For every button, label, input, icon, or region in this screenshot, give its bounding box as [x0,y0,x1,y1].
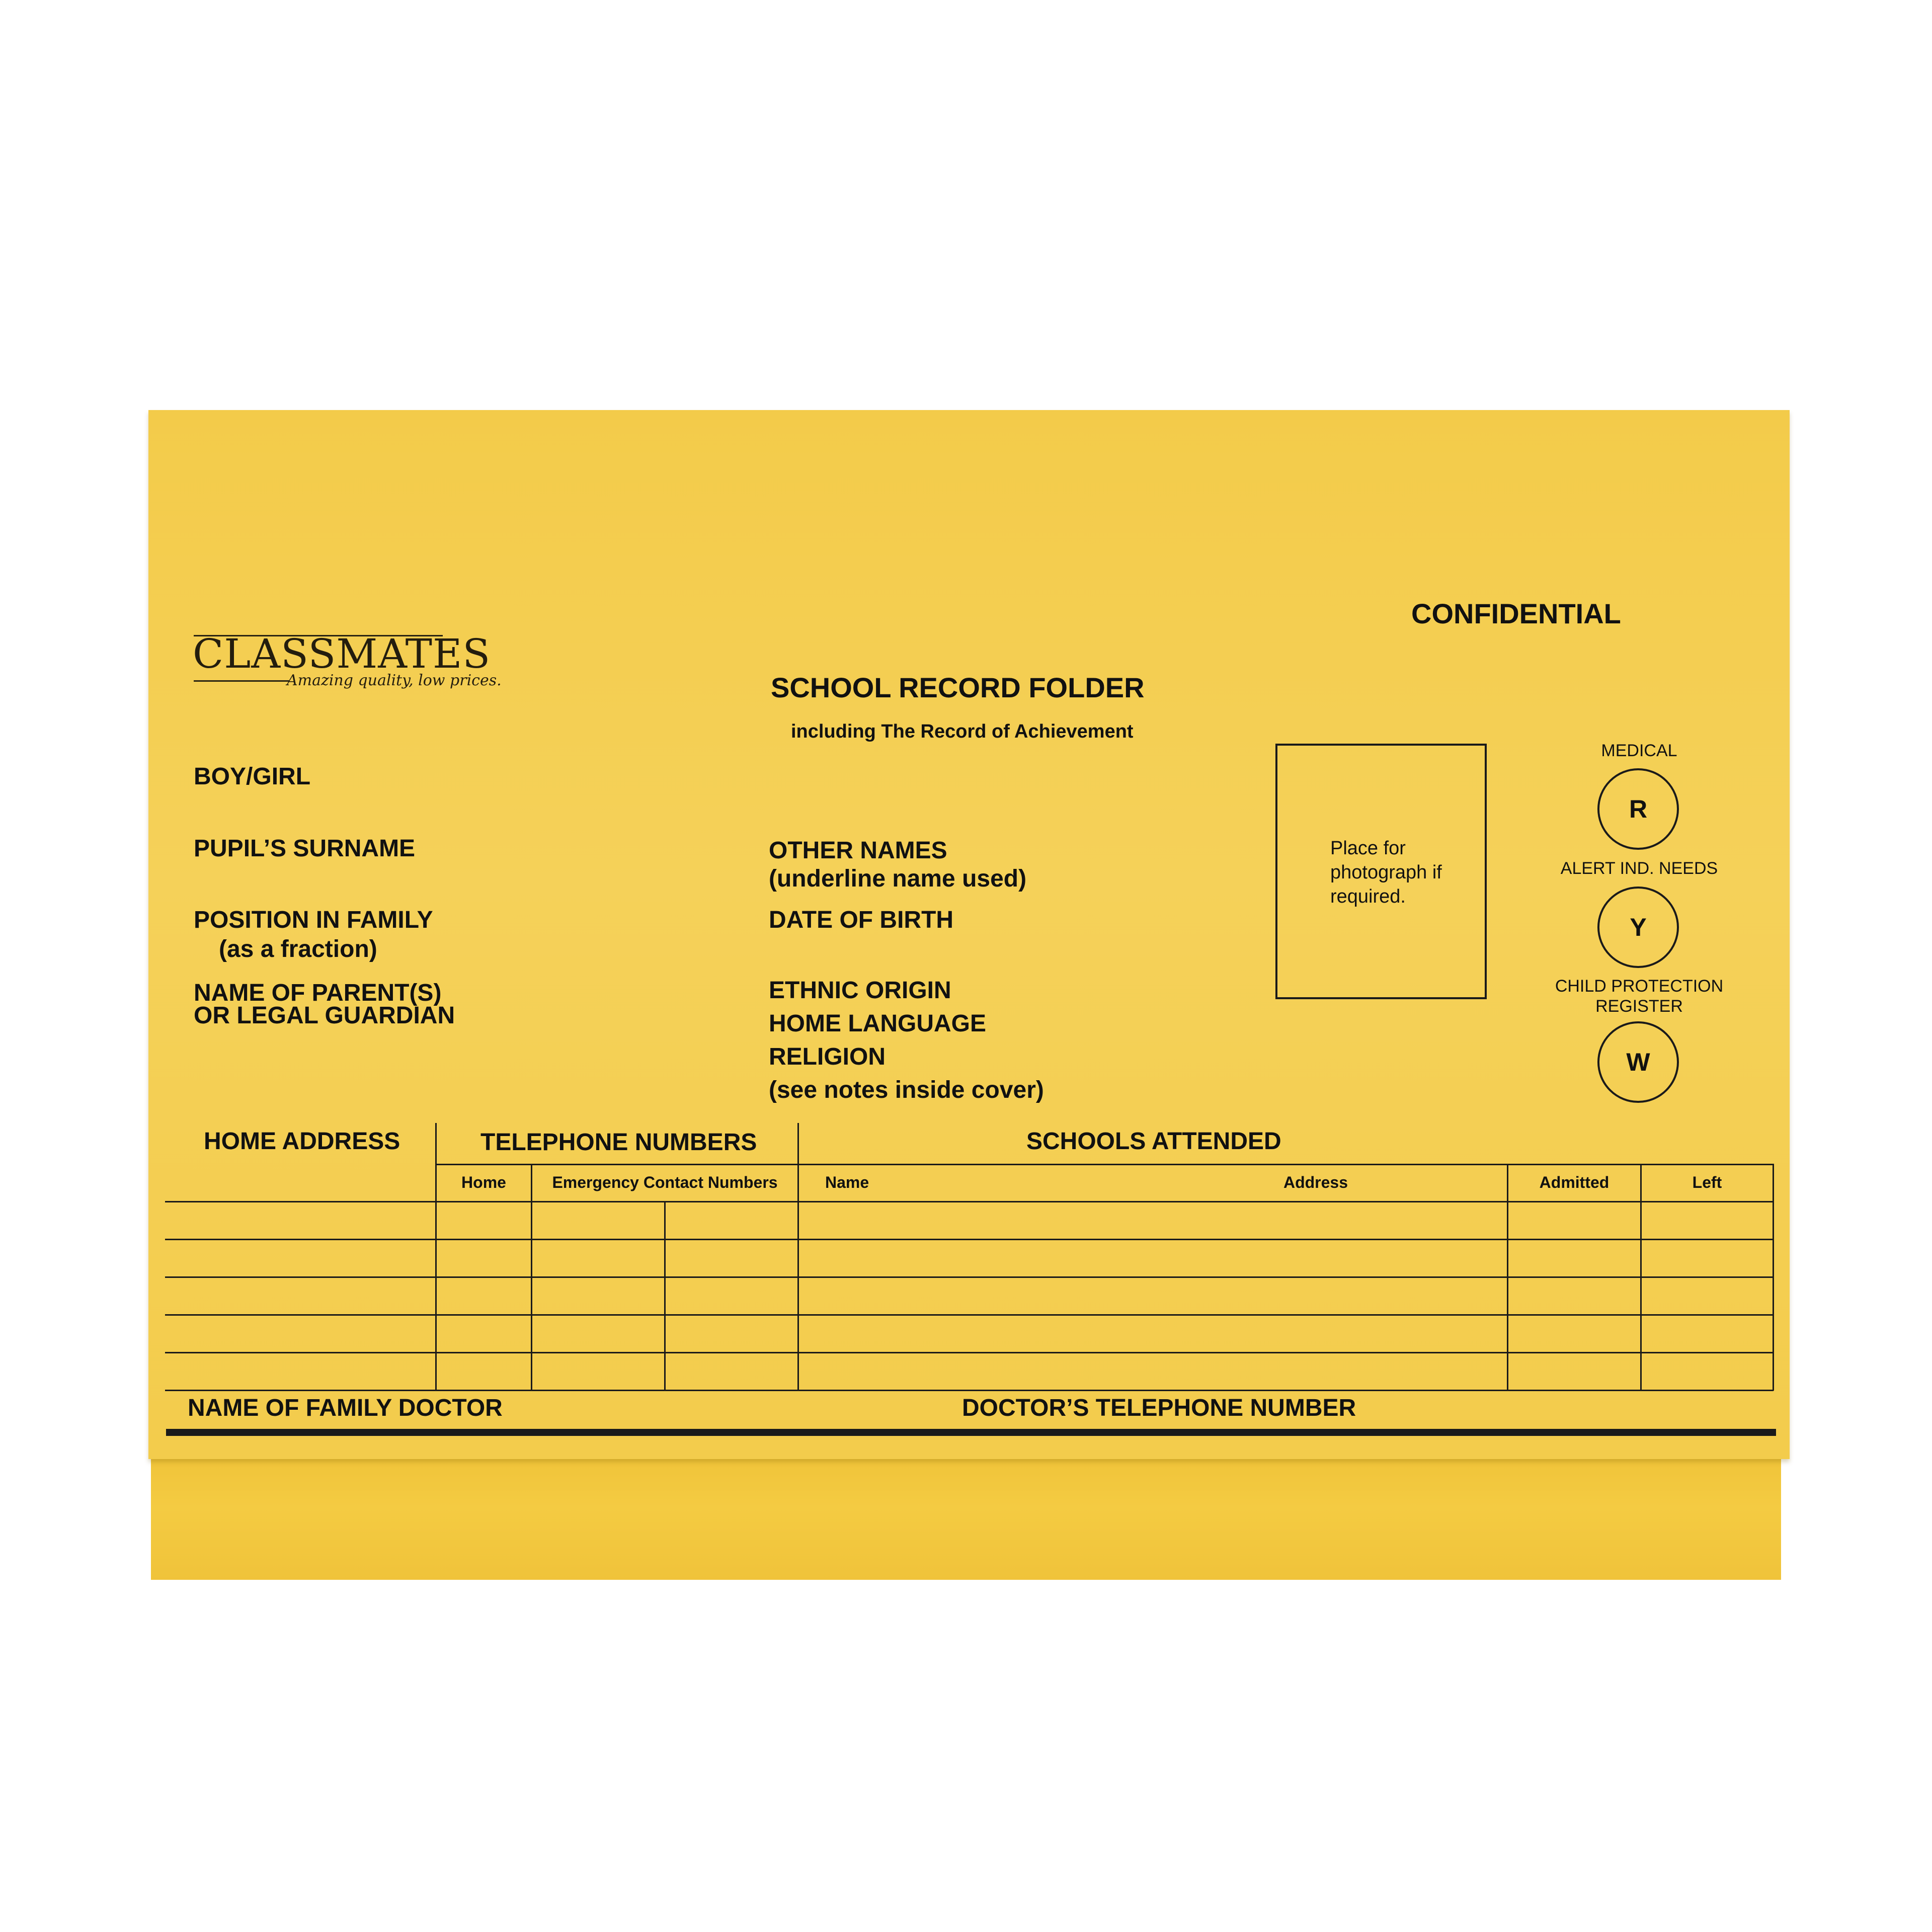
pupil-surname-field[interactable]: PUPIL’S SURNAME [194,835,416,862]
other-names-note: (underline name used) [769,865,1027,892]
brand-tagline: Amazing quality, low prices. [287,672,502,689]
child-protection-indicator[interactable] [1597,1021,1679,1103]
child-protection-label-line2: REGISTER [1595,997,1683,1016]
table-row-line [165,1390,1774,1391]
col-home-header: Home [461,1173,506,1191]
child-protection-letter: W [1626,1048,1650,1076]
table-col-divider [531,1164,532,1391]
home-language-field[interactable]: HOME LANGUAGE [769,1010,986,1037]
col-emergency-header: Emergency Contact Numbers [552,1173,778,1191]
footer-heavy-rule [166,1429,1776,1436]
schools-attended-header: SCHOOLS ATTENDED [1026,1128,1281,1155]
religion-field[interactable]: RELIGION [769,1043,886,1070]
table-row-line [165,1314,1774,1316]
table-col-divider [1640,1164,1642,1391]
position-note: (as a fraction) [219,936,377,962]
col-admitted-header: Admitted [1539,1173,1609,1191]
date-of-birth-field[interactable]: DATE OF BIRTH [769,907,954,933]
col-name-header: Name [825,1173,869,1191]
other-names-field[interactable]: OTHER NAMES [769,837,947,864]
telephone-numbers-header: TELEPHONE NUMBERS [480,1129,757,1156]
logo-bottom-rule [194,680,289,682]
table-col-divider [1507,1164,1508,1391]
table-header-top-line [435,1164,1774,1165]
doctor-phone-field[interactable]: DOCTOR’S TELEPHONE NUMBER [962,1395,1356,1421]
position-in-family-field[interactable]: POSITION IN FAMILY [194,907,433,933]
page-title: SCHOOL RECORD FOLDER [771,672,1145,703]
table-row-line [165,1276,1774,1278]
medical-letter: R [1629,795,1648,823]
ethnic-origin-field[interactable]: ETHNIC ORIGIN [769,977,951,1004]
alert-letter: Y [1630,913,1647,941]
table-right-border [1773,1164,1774,1391]
col-address-header: Address [1283,1173,1348,1191]
photo-placeholder-text: Place for photograph if required. [1330,838,1442,907]
folder-back-flap [151,1459,1781,1580]
table-row-line [165,1352,1774,1353]
family-doctor-field[interactable]: NAME OF FAMILY DOCTOR [188,1395,503,1421]
table-row-line [165,1201,1774,1202]
boy-girl-field[interactable]: BOY/GIRL [194,763,311,790]
see-notes-note: (see notes inside cover) [769,1077,1044,1103]
home-address-header: HOME ADDRESS [204,1128,400,1155]
medical-label: MEDICAL [1601,741,1677,760]
confidential-label: CONFIDENTIAL [1411,598,1621,629]
table-col-divider [435,1123,437,1391]
child-protection-label-line1: CHILD PROTECTION [1555,977,1724,996]
table-row-line [165,1239,1774,1240]
alert-needs-indicator[interactable] [1597,887,1679,968]
medical-indicator[interactable] [1597,768,1679,850]
brand-logo: CLASSMATES [193,630,491,677]
col-left-header: Left [1692,1173,1722,1191]
table-col-divider [664,1201,666,1391]
alert-label: ALERT IND. NEEDS [1560,859,1718,878]
photo-placeholder[interactable] [1275,744,1487,999]
page-subtitle: including The Record of Achievement [791,721,1134,742]
table-col-divider [797,1123,799,1391]
parent-field-line2: OR LEGAL GUARDIAN [194,1002,455,1029]
parent-field-line1[interactable]: NAME OF PARENT(S) [194,980,442,1006]
